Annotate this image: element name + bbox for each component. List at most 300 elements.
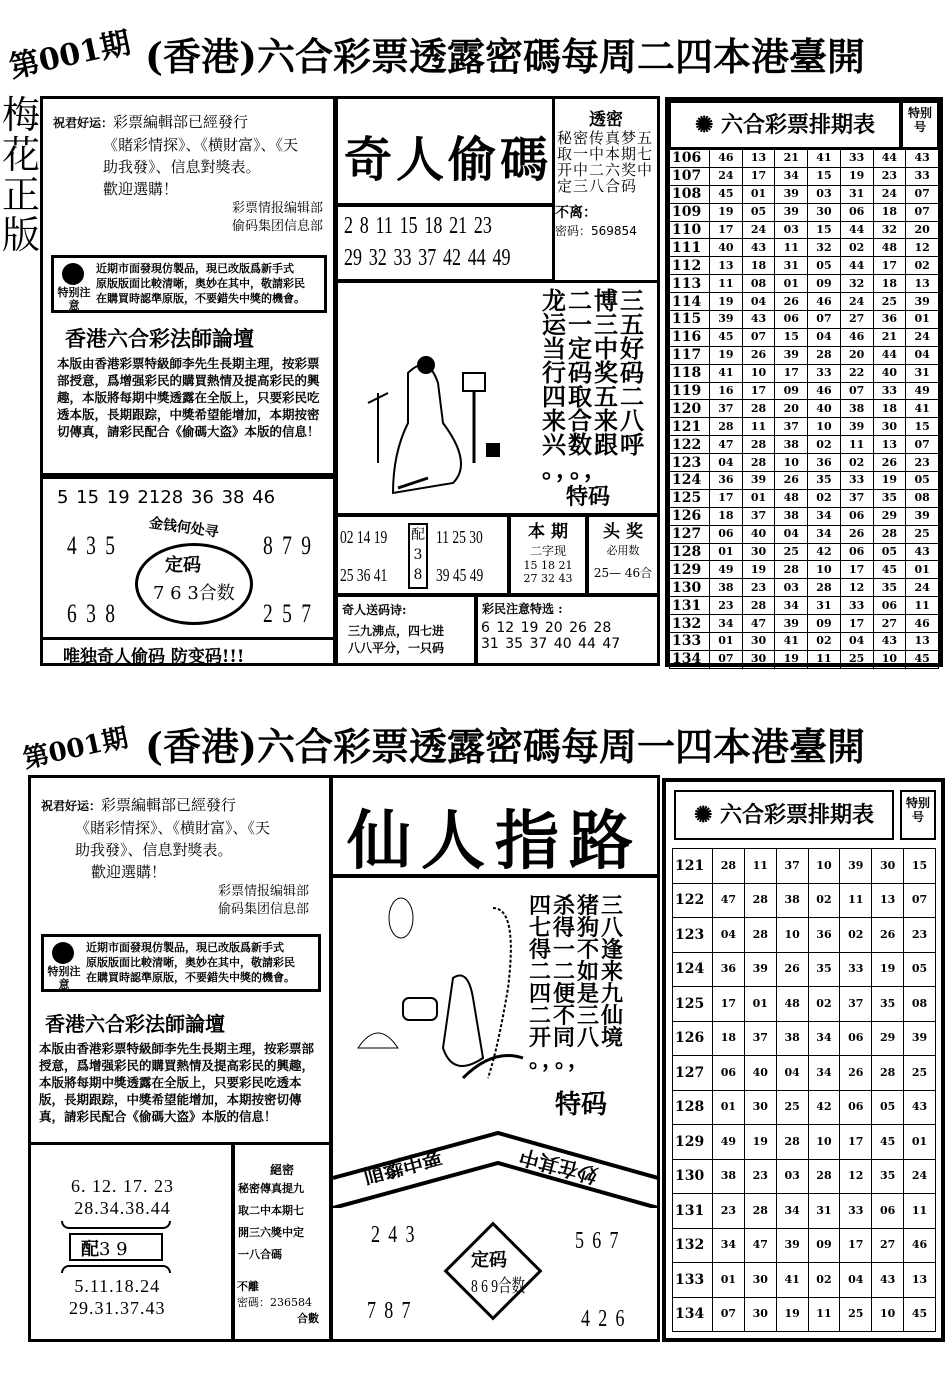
secret-heading: 透密 — [589, 110, 623, 130]
number-cell: 07 — [713, 1297, 745, 1332]
number-cell: 40 — [744, 1056, 776, 1091]
number-cell: 04 — [742, 293, 775, 311]
notice-line: 在購買時認準原版，不要錯失中獎的機會。 — [86, 971, 295, 984]
number-cell: 01 — [713, 1090, 745, 1125]
number-cell: 03 — [808, 185, 841, 203]
number-cell: 30 — [744, 1090, 776, 1125]
picks-heading: 彩民注意特选 : — [482, 602, 563, 616]
number-cell: 20 — [840, 346, 873, 364]
number-cell: 04 — [776, 1056, 808, 1091]
number-cell: 37 — [710, 400, 743, 418]
period-cell: 134 — [670, 650, 710, 668]
main-title: 奇人偷碼 — [344, 132, 553, 188]
first-prize-box — [586, 514, 660, 596]
number-cell: 02 — [808, 883, 840, 918]
intro-sign: 彩票情报编辑部 — [231, 201, 323, 216]
number-cell: 28 — [775, 561, 808, 579]
period-cell: 114 — [670, 293, 710, 311]
number-cell: 34 — [776, 1194, 808, 1229]
number-cell: 17 — [775, 364, 808, 382]
gift-poem — [335, 594, 477, 666]
number-cell: 46 — [710, 150, 743, 168]
number-cell: 38 — [710, 579, 743, 597]
special-number-cell: 01 — [904, 1125, 936, 1160]
number-cell: 07 — [840, 382, 873, 400]
number-row: 2 8 11 15 18 21 23 — [344, 213, 492, 239]
number-cell: 43 — [873, 633, 906, 651]
number-cell: 15 — [775, 328, 808, 346]
period-cell: 121 — [670, 418, 710, 436]
period-cell: 131 — [673, 1194, 713, 1229]
pair-numbers: 3 9 — [99, 1239, 128, 1260]
number-cell: 13 — [872, 883, 904, 918]
poem-line: 运一三五 — [542, 311, 646, 339]
notice-tag: 特别注意 — [57, 286, 91, 312]
number-cell: 18 — [710, 507, 743, 525]
buli-label: 不離 — [237, 1280, 259, 1293]
special-number-cell: 45 — [904, 1297, 936, 1332]
number-cell: 41 — [776, 1263, 808, 1298]
number-cell: 17 — [840, 1228, 872, 1263]
number-cell: 28 — [713, 849, 745, 884]
number-cell: 05 — [742, 203, 775, 221]
number-cell: 02 — [840, 239, 873, 257]
special-number-cell: 46 — [906, 615, 939, 633]
number-cell: 38 — [776, 1021, 808, 1056]
number-cell: 02 — [840, 454, 873, 472]
pair-number: 8 — [413, 567, 423, 583]
intro-lead: 祝君好运： — [41, 799, 102, 813]
number-cell: 21 — [873, 328, 906, 346]
number-cell: 30 — [808, 203, 841, 221]
number-cell: 39 — [775, 203, 808, 221]
period-cell: 127 — [670, 525, 710, 543]
number-cell: 03 — [776, 1159, 808, 1194]
number-cell: 17 — [742, 382, 775, 400]
special-number-cell: 24 — [904, 1159, 936, 1194]
table-row — [673, 1125, 936, 1160]
intro-line: 彩票編輯部已經發行 — [113, 113, 249, 131]
special-number-cell: 05 — [904, 952, 936, 987]
period-cell: 124 — [670, 472, 710, 490]
number-cell: 47 — [713, 883, 745, 918]
number-cell: 33 — [808, 364, 841, 382]
number-cell: 36 — [713, 952, 745, 987]
number-cell: 17 — [873, 257, 906, 275]
number-cell: 12 — [840, 579, 873, 597]
special-number-cell: 24 — [906, 579, 939, 597]
period-cell: 130 — [670, 579, 710, 597]
notice-line: 原版版面比較清晰，奥妙在其中，敬請彩民 — [96, 277, 305, 290]
special-number-cell: 41 — [906, 400, 939, 418]
special-number-cell: 24 — [906, 328, 939, 346]
number-cell: 04 — [775, 525, 808, 543]
number-cell: 11 — [808, 650, 841, 668]
picks-line: 6 12 19 20 26 28 — [481, 620, 612, 636]
number-cell: 03 — [775, 579, 808, 597]
special-number-cell: 11 — [904, 1194, 936, 1229]
intro-line: 彩票編輯部已經發行 — [101, 796, 237, 814]
number-cell: 02 — [808, 987, 840, 1022]
period-cell: 122 — [673, 883, 713, 918]
table-row — [670, 239, 939, 257]
number-cell: 48 — [775, 489, 808, 507]
number-cell: 33 — [840, 597, 873, 615]
number-cell: 28 — [742, 400, 775, 418]
table-row — [673, 952, 936, 987]
brace — [61, 1265, 171, 1273]
secret-line: 一八合碼 — [238, 1248, 282, 1261]
pair-label: 配 — [81, 1239, 99, 1260]
period-cell: 113 — [670, 275, 710, 293]
table-row — [673, 1228, 936, 1263]
number-cell: 43 — [742, 311, 775, 329]
number-cell: 34 — [775, 597, 808, 615]
number-cell: 17 — [840, 615, 873, 633]
poem-line: 来合来八 — [542, 407, 646, 435]
number-cell: 17 — [710, 489, 743, 507]
number-cell: 37 — [742, 507, 775, 525]
period-cell: 127 — [673, 1056, 713, 1091]
number-cell: 17 — [840, 561, 873, 579]
table-row — [673, 1297, 936, 1332]
center-label: 定码 — [471, 1250, 507, 1271]
period-cell: 133 — [670, 633, 710, 651]
number-cell: 06 — [873, 597, 906, 615]
special-number-cell: 43 — [906, 150, 939, 168]
number-cell: 06 — [713, 1056, 745, 1091]
secret-panel — [232, 1142, 332, 1342]
table-row — [670, 400, 939, 418]
special-number-cell: 20 — [906, 221, 939, 239]
number-cell: 10 — [873, 650, 906, 668]
number-cell: 46 — [808, 293, 841, 311]
corner-number: 5 6 7 — [575, 1228, 619, 1254]
notice-box — [51, 255, 327, 313]
number-cell: 23 — [873, 167, 906, 185]
number-cell: 31 — [808, 1194, 840, 1229]
table-row — [670, 328, 939, 346]
special-number-cell: 13 — [906, 275, 939, 293]
pair-right: 39 45 49 — [436, 565, 484, 585]
number-cell: 25 — [840, 1297, 872, 1332]
secret-row: 秘密传真梦五 — [557, 129, 654, 147]
number-cell: 17 — [742, 167, 775, 185]
special-number-cell: 12 — [906, 239, 939, 257]
number-cell: 49 — [713, 1125, 745, 1160]
page-title: (香港)六合彩票透露密碼每周二四本港臺開 — [145, 34, 865, 79]
number-cell: 26 — [873, 454, 906, 472]
number-line: 5.11.18.24 — [74, 1276, 161, 1296]
number-cell: 01 — [713, 1263, 745, 1298]
immortal-illustration — [343, 888, 528, 1098]
special-number-cell: 04 — [906, 346, 939, 364]
gift-line: 三九沸点，四七进 — [348, 624, 445, 638]
intro-line: 《賭彩情探》、《横財富》、《天 — [103, 136, 299, 154]
period-cell: 119 — [670, 382, 710, 400]
table-row — [670, 346, 939, 364]
number-cell: 10 — [775, 454, 808, 472]
secret-row: 定三八合码 — [557, 177, 638, 195]
number-cell: 44 — [873, 150, 906, 168]
number-cell: 33 — [840, 150, 873, 168]
number-cell: 18 — [873, 275, 906, 293]
special-number-cell: 23 — [904, 918, 936, 953]
corner-number: 2 5 7 — [263, 599, 311, 628]
number-cell: 10 — [808, 418, 841, 436]
number-cell: 37 — [840, 987, 872, 1022]
number-cell: 34 — [710, 615, 743, 633]
secret-box — [555, 96, 660, 282]
poem-line: 二二如来 — [529, 960, 626, 985]
diagram-footer: 唯独奇人偷码 防变码!!! — [43, 637, 333, 667]
special-number-cell: 08 — [904, 987, 936, 1022]
poem-line: 龙二博三 — [542, 287, 646, 315]
period-cell: 124 — [673, 952, 713, 987]
notice-line: 近期市面發現仿製品，現已改版爲新手式 — [96, 262, 294, 275]
number-cell: 05 — [808, 257, 841, 275]
corner-number: 4 2 6 — [581, 1306, 625, 1332]
special-number-cell: 07 — [906, 436, 939, 454]
special-number-cell: 01 — [906, 311, 939, 329]
number-cell: 17 — [840, 1125, 872, 1160]
special-number-cell: 39 — [906, 507, 939, 525]
number-cell: 24 — [840, 293, 873, 311]
number-cell: 47 — [744, 1228, 776, 1263]
intro-line: 歡迎選購！ — [91, 863, 167, 881]
number-cell: 10 — [742, 364, 775, 382]
number-cell: 37 — [840, 489, 873, 507]
number-cell: 34 — [808, 507, 841, 525]
period-cell: 116 — [670, 328, 710, 346]
number-cell: 30 — [742, 543, 775, 561]
number-cell: 18 — [742, 257, 775, 275]
special-number-cell: 39 — [904, 1021, 936, 1056]
number-cell: 35 — [873, 489, 906, 507]
poem-panel — [335, 280, 660, 516]
number-cell: 46 — [808, 382, 841, 400]
number-cell: 25 — [873, 293, 906, 311]
period-heading: 本 期 — [528, 522, 568, 542]
table-row — [670, 472, 939, 490]
poem-line: 二不三仙 — [529, 1004, 626, 1029]
bullet-icon — [52, 942, 74, 964]
number-cell: 16 — [710, 382, 743, 400]
number-cell: 28 — [742, 597, 775, 615]
special-number-cell: 43 — [906, 543, 939, 561]
number-cell: 33 — [873, 382, 906, 400]
number-cell: 23 — [744, 1159, 776, 1194]
this-period-box — [508, 514, 588, 596]
special-number-cell: 33 — [906, 167, 939, 185]
number-cell: 01 — [744, 987, 776, 1022]
poem-line: 。，。， — [542, 455, 610, 483]
number-cell: 30 — [744, 1297, 776, 1332]
special-number-cell: 45 — [906, 650, 939, 668]
number-cell: 30 — [744, 1263, 776, 1298]
intro-lead: 祝君好运： — [53, 116, 114, 130]
table-row — [673, 849, 936, 884]
special-number-cell: 25 — [906, 525, 939, 543]
number-cell: 19 — [710, 346, 743, 364]
secret-heading: 絕密 — [269, 1163, 294, 1177]
number-cell: 13 — [873, 436, 906, 454]
number-cell: 11 — [775, 239, 808, 257]
special-number-cell: 49 — [906, 382, 939, 400]
number-cell: 36 — [710, 472, 743, 490]
pair-box — [69, 1233, 163, 1261]
number-cell: 19 — [775, 650, 808, 668]
period-cell: 129 — [673, 1125, 713, 1160]
special-number-cell: 01 — [906, 561, 939, 579]
number-cell: 19 — [776, 1297, 808, 1332]
number-cell: 45 — [873, 561, 906, 579]
intro-panel — [40, 96, 336, 476]
number-cell: 43 — [872, 1263, 904, 1298]
number-cell: 32 — [873, 221, 906, 239]
poem-line: 行码奖码 — [542, 359, 646, 387]
number-cell: 38 — [776, 883, 808, 918]
number-cell: 37 — [744, 1021, 776, 1056]
number-cell: 48 — [873, 239, 906, 257]
number-cell: 28 — [808, 579, 841, 597]
number-cell: 04 — [710, 454, 743, 472]
numbers-bottom — [69, 1275, 166, 1319]
number-cell: 39 — [775, 185, 808, 203]
period-cell: 123 — [673, 918, 713, 953]
prize-sub: 必用数 — [606, 544, 640, 557]
number-cell: 15 — [808, 221, 841, 239]
number-cell: 38 — [840, 400, 873, 418]
pair-number: 3 — [413, 547, 423, 563]
table-row — [673, 1021, 936, 1056]
number-cell: 39 — [776, 1228, 808, 1263]
special-number-cell: 05 — [906, 472, 939, 490]
number-cell: 07 — [808, 311, 841, 329]
special-number-cell: 08 — [906, 489, 939, 507]
period-cell: 133 — [673, 1263, 713, 1298]
number-line: 28.34.38.44 — [74, 1198, 171, 1218]
number-cell: 19 — [872, 952, 904, 987]
intro-line: 助我發》、信息對獎表。 — [75, 841, 233, 859]
forum-heading: 香港六合彩法師論壇 — [65, 326, 254, 351]
table-row — [673, 918, 936, 953]
secret-suffix: 合數 — [297, 1312, 319, 1325]
number-cell: 27 — [873, 615, 906, 633]
number-cell: 09 — [775, 382, 808, 400]
number-cell: 01 — [742, 185, 775, 203]
poem-line: 开同八境 — [529, 1026, 626, 1051]
number-cell: 24 — [710, 167, 743, 185]
number-cell: 28 — [808, 346, 841, 364]
number-cell: 35 — [808, 472, 841, 490]
number-cell: 35 — [872, 1159, 904, 1194]
number-cell: 36 — [873, 311, 906, 329]
period-cell: 123 — [670, 454, 710, 472]
special-number-cell: 15 — [904, 849, 936, 884]
special-number-cell: 07 — [906, 203, 939, 221]
period-cell: 111 — [670, 239, 710, 257]
table-row — [673, 883, 936, 918]
period-cell: 109 — [670, 203, 710, 221]
table-row — [670, 561, 939, 579]
number-cell: 38 — [713, 1159, 745, 1194]
number-cell: 25 — [840, 650, 873, 668]
poem-line: 兴数跟呼 — [542, 431, 646, 459]
number-cell: 28 — [742, 436, 775, 454]
dragon-icon: ✺ — [694, 112, 714, 138]
notice-tag: 特别注意 — [47, 965, 81, 991]
poem-tail: 特码 — [566, 485, 611, 510]
number-cell: 33 — [840, 1194, 872, 1229]
number-cell: 36 — [808, 454, 841, 472]
page-title: (香港)六合彩票透露密碼每周一四本港臺開 — [145, 724, 865, 769]
number-cell: 28 — [808, 1159, 840, 1194]
number-cell: 26 — [775, 472, 808, 490]
number-cell: 02 — [808, 489, 841, 507]
table-row — [673, 1194, 936, 1229]
intro-sign: 偷码集团信息部 — [231, 219, 323, 234]
forum-body: 本版由香港彩票特級師李先生長期主理，按彩票部授意，爲增强彩民的購買熱情及提高彩民的興趣，本版將每期中獎透露在全版上，只要彩民吃透本版，長期跟踪，中獎希望能增加，本期按密切傳真，請彩民配合《偷碼大盗》本版的信息！ — [57, 356, 320, 439]
forum-body: 本版由香港彩票特級師李先生長期主理，按彩票部授意，爲增强彩民的購買熱情及提高彩民的興趣，本版將每期中獎透露在全版上，只要彩民吃透本版，長期跟踪，中獎希望能增加，本期按密切傳真，請彩民配合《偷碼大盗》本版的信息！ — [39, 1041, 315, 1124]
number-cell: 38 — [775, 507, 808, 525]
number-cell: 43 — [742, 239, 775, 257]
number-cell: 39 — [775, 346, 808, 364]
intro-line: 《賭彩情探》、《横財富》、《天 — [75, 819, 271, 837]
number-cell: 11 — [808, 1297, 840, 1332]
number-cell: 01 — [710, 543, 743, 561]
issue-number: 第001期 — [20, 723, 131, 775]
number-cell: 35 — [872, 987, 904, 1022]
secret-code: 569854 — [591, 224, 637, 238]
period-cell: 106 — [670, 150, 710, 168]
number-cell: 28 — [710, 418, 743, 436]
poem-line: 四取五二 — [542, 383, 646, 411]
number-cell: 28 — [873, 525, 906, 543]
table-row — [673, 1090, 936, 1125]
period-cell: 110 — [670, 221, 710, 239]
table-row — [670, 418, 939, 436]
number-cell: 29 — [873, 507, 906, 525]
main-numbers — [335, 204, 555, 282]
number-cell: 02 — [808, 633, 841, 651]
pair-left: 02 14 19 — [340, 527, 388, 547]
poem-line: 得一不逢 — [529, 938, 626, 963]
sage-illustration — [348, 313, 528, 503]
main-title-box — [335, 96, 555, 206]
table-row — [670, 293, 939, 311]
picks-line: 31 35 37 40 44 47 — [481, 636, 621, 652]
number-cell: 25 — [775, 543, 808, 561]
period-cell: 122 — [670, 436, 710, 454]
period-cell: 107 — [670, 167, 710, 185]
pair-middle — [408, 523, 428, 589]
number-cell: 18 — [713, 1021, 745, 1056]
draw-table — [672, 848, 936, 1332]
number-cell: 26 — [840, 1056, 872, 1091]
period-cell: 108 — [670, 185, 710, 203]
number-cell: 28 — [872, 1056, 904, 1091]
period-cell: 126 — [673, 1021, 713, 1056]
special-number-cell: 13 — [906, 633, 939, 651]
center-label: 定码 — [165, 555, 201, 576]
corner-number: 6 3 8 — [67, 599, 115, 628]
side-label: 梅花正版 — [2, 93, 41, 257]
special-number-cell: 11 — [906, 597, 939, 615]
number-cell: 44 — [840, 257, 873, 275]
table-row — [670, 364, 939, 382]
number-line: 6. 12. 17. 23 — [71, 1176, 174, 1196]
